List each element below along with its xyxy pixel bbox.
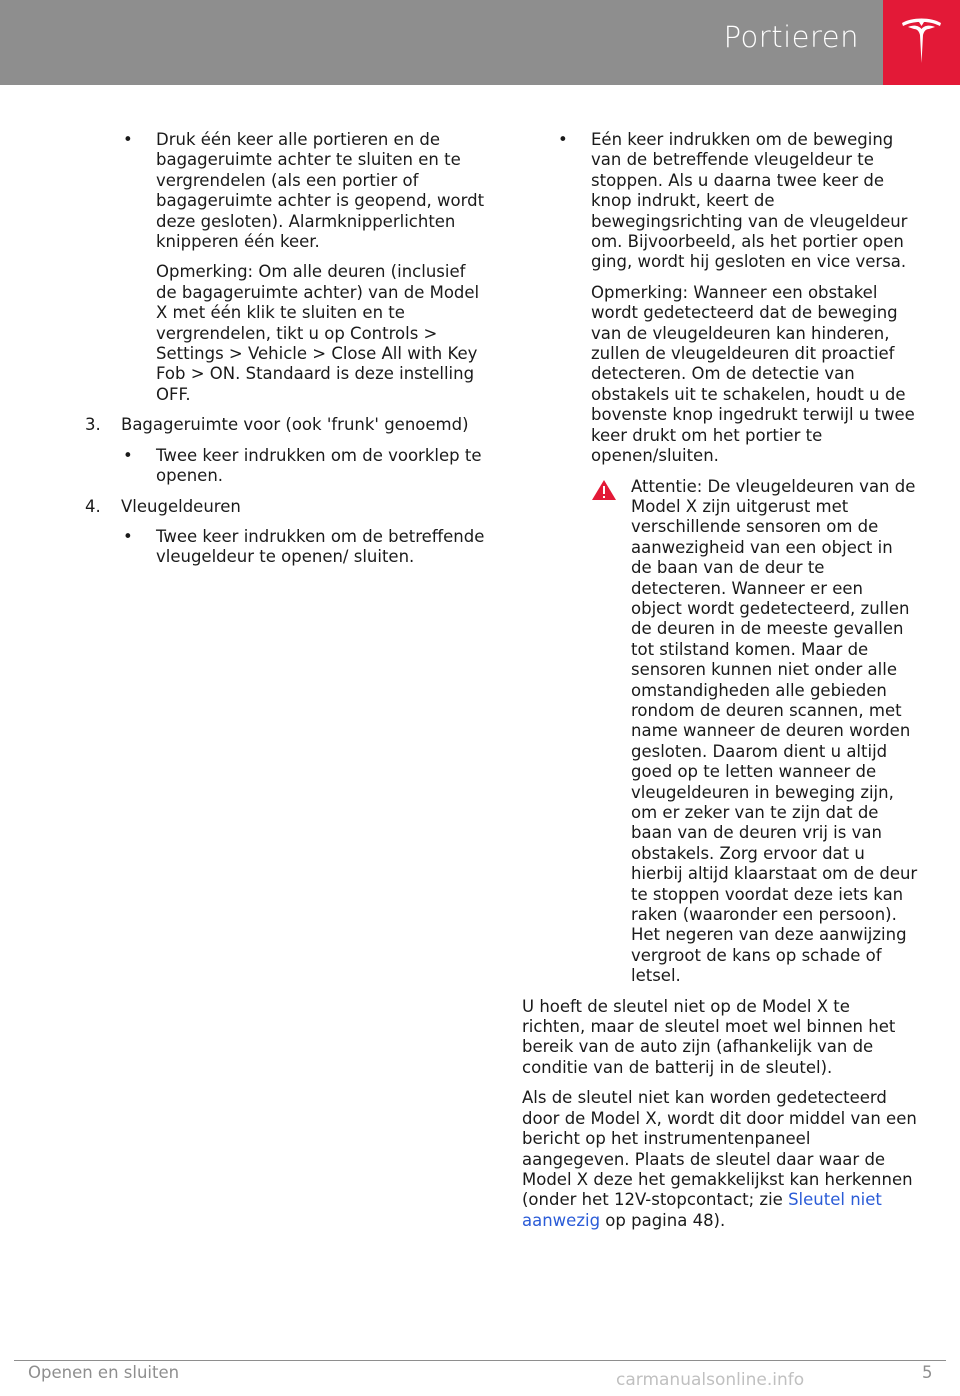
numbered-item <box>85 415 485 435</box>
list-item <box>522 130 918 273</box>
note: Opmerking: Wanneer een obstakel wordt gedetecteerd dat de beweging van de vleugeldeuren kan hinderen, zullen de vleugeldeuren dit proactief detecteren. Om de detectie van obstakels uit te schakelen, houdt u de bovenste knop ingedrukt terwijl u twee keer drukt om het portier te openen/sluiten. <box>591 282 915 466</box>
footer-divider <box>14 1360 946 1361</box>
list-item-text: Eén keer indrukken om de beweging van de betreffende vleugeldeur te stoppen. Als u daarna twee keer de knop indrukt, keert de bewegingsrichting van de vleugeldeur om. Bijvoorbeeld, als het portier open ging, wordt hij gesloten en vice versa. <box>591 130 908 272</box>
list-item-text: Twee keer indrukken om de betreffende vleugeldeur te openen/ sluiten. <box>156 526 485 567</box>
bullet: • <box>123 445 133 465</box>
item-number: 4. <box>85 496 101 516</box>
page-number: 5 <box>922 1363 933 1382</box>
list-item <box>85 130 485 252</box>
warning-icon <box>591 479 617 501</box>
paragraph <box>522 1088 918 1231</box>
brand-logo <box>883 0 960 85</box>
list-item-text: Twee keer indrukken om de voorklep te openen. <box>156 445 482 486</box>
warning-text: Attentie: De vleugeldeuren van de Model X zijn uitgerust met verschillende sensoren om de aanwezigheid van een object in de baan van de deur te detecteren. Wanneer er een object wordt gedetecteerd, zullen de deuren in de meeste gevallen tot stilstand komen. Maar de sensoren kunnen niet onder alle omstandigheden alle gebieden rondom de deuren scannen, met name wanneer de deuren worden gesloten. Daarom dient u altijd goed op te letten wanneer de vleugeldeuren in beweging zijn, om er zeker van te zijn dat de baan van de deuren vrij is van obstakels. Zorg ervoor dat u hierbij altijd klaarstaat om de deur te stoppen voordat deze iets kan raken (waaronder een persoon). Het negeren van deze aanwijzing vergroot de kans op schade of letsel. <box>631 476 918 986</box>
paragraph: U hoeft de sleutel niet op de Model X te richten, maar de sleutel moet wel binnen het bereik van de auto zijn (afhankelijk van de conditie van de batterij in de sleutel). <box>522 996 896 1077</box>
footer-section: Openen en sluiten <box>28 1363 180 1382</box>
watermark: carmanualsonline.info <box>616 1370 805 1390</box>
bullet: • <box>558 130 568 149</box>
list-item <box>85 527 485 568</box>
right-column <box>522 130 918 1241</box>
item-number: 3. <box>85 415 101 435</box>
list-item <box>85 446 485 487</box>
bullet: • <box>123 526 133 546</box>
bullet: • <box>123 130 133 149</box>
link-sleutel-niet-aanwezig[interactable]: Sleutel niet aanwezig <box>522 1190 882 1230</box>
list-item-text: Druk één keer alle portieren en de bagageruimte achter te sluiten en te vergrendelen (als een portier of bagageruimte achter is geopend, wordt deze gesloten). Alarmknipperlichten knipperen één keer. <box>156 130 485 252</box>
warning-block <box>522 477 918 987</box>
paragraph-text: Als de sleutel niet kan worden gedetecteerd door de Model X, wordt dit door middel van een bericht op het instrumentenpaneel aangegeven. Plaats de sleutel daar waar de Model X deze het gemakkelijkst kan herkennen (onder het 12V-stopcontact; zie <box>522 1088 917 1210</box>
tesla-logo-icon <box>900 17 943 67</box>
page-title: Portieren <box>723 20 859 54</box>
numbered-item <box>85 497 485 517</box>
page-header <box>0 0 883 85</box>
left-column <box>85 130 485 578</box>
note: Opmerking: Om alle deuren (inclusief de bagageruimte achter) van de Model X met één klik te sluiten en te vergrendelen, tikt u op Controls > Settings > Vehicle > Close All with Key Fob > ON. Standaard is deze instelling OFF. <box>156 262 480 404</box>
paragraph-tail: op pagina 48). <box>605 1210 726 1230</box>
item-text: Bagageruimte voor (ook 'frunk' genoemd) <box>121 415 469 435</box>
item-text: Vleugeldeuren <box>121 496 241 516</box>
